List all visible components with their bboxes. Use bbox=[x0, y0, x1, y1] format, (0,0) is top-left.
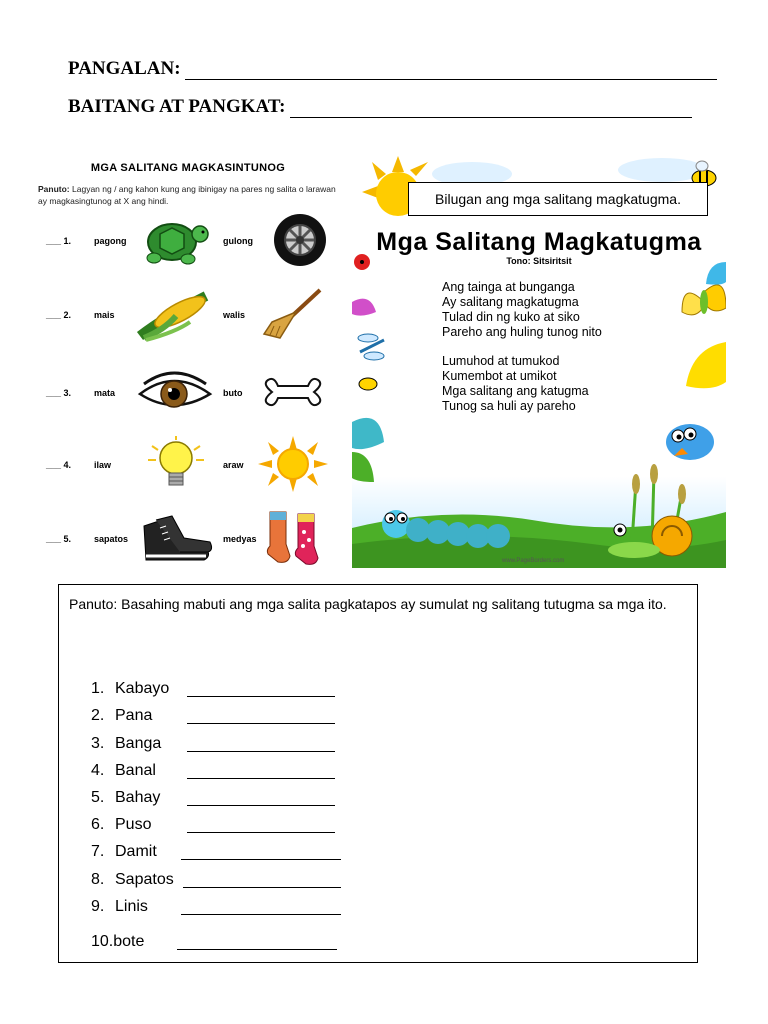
answer-blank[interactable] bbox=[187, 805, 335, 806]
item-number: 5. bbox=[91, 789, 105, 806]
poster-tune: Tono: Sitsiritsit bbox=[506, 256, 572, 266]
item-number: 6. bbox=[91, 816, 105, 833]
exercise-item bbox=[91, 762, 156, 784]
pair-word-right: araw bbox=[223, 460, 244, 470]
pair-row bbox=[38, 362, 338, 422]
item-number: 1. bbox=[91, 680, 105, 697]
pair-word-left: mata bbox=[94, 388, 116, 398]
poster-credit: www.PageBorders.com bbox=[502, 558, 565, 564]
exercise-item bbox=[91, 816, 151, 838]
item-word: Sapatos bbox=[115, 871, 174, 888]
pair-row bbox=[38, 284, 338, 344]
verse-line[interactable]: Pareho ang huling tunog nito bbox=[442, 325, 602, 339]
name-field[interactable] bbox=[185, 79, 717, 80]
pair-word-left: pagong bbox=[94, 236, 127, 246]
grade-label: BAITANG AT PANGKAT: bbox=[68, 96, 286, 117]
item-number: 8. bbox=[91, 871, 105, 888]
pair-word-right: medyas bbox=[223, 534, 257, 544]
bulb-icon bbox=[136, 436, 214, 492]
answer-blank[interactable] bbox=[183, 887, 341, 888]
exercise-item bbox=[91, 933, 144, 955]
instr-label: Panuto: bbox=[38, 184, 70, 194]
poster-title: Mga Salitang Magkatugma bbox=[376, 228, 702, 256]
verse-line[interactable]: Tulad din ng kuko at siko bbox=[442, 310, 580, 324]
instr-text: Lagyan ng / ang kahon kung ang ibinigay na pares ng salita o larawan ay magkasingtunog at X ang hindi. bbox=[38, 184, 336, 206]
bone-icon bbox=[258, 364, 328, 420]
exercise-instructions: Panuto: Basahing mabuti ang mga salita pagkatapos ay sumulat ng salitang tutugma sa mga ito. bbox=[69, 596, 667, 612]
item-number: 7. bbox=[91, 843, 105, 860]
pair-answer-blank[interactable]: ___ 5. bbox=[46, 534, 72, 544]
item-word: Bahay bbox=[115, 789, 161, 806]
pair-word-left: ilaw bbox=[94, 460, 112, 470]
answer-blank[interactable] bbox=[187, 723, 335, 724]
circle-instruction: Bilugan ang mga salitang magkatugma. bbox=[408, 182, 708, 216]
item-number: 9. bbox=[91, 898, 105, 915]
verse-line[interactable]: Kumembot at umikot bbox=[442, 369, 557, 383]
pair-word-right: buto bbox=[223, 388, 243, 398]
name-row bbox=[68, 58, 717, 80]
verse-line[interactable]: Ang tainga at bunganga bbox=[442, 280, 575, 294]
item-word: Banal bbox=[115, 762, 156, 779]
bird-decoration bbox=[666, 424, 714, 460]
item-word: Puso bbox=[115, 816, 152, 833]
pair-answer-blank[interactable]: ___ 1. bbox=[46, 236, 72, 246]
verse-line[interactable]: Tunog sa huli ay pareho bbox=[442, 399, 576, 413]
eye-icon bbox=[136, 364, 214, 420]
pair-word-right: walis bbox=[223, 310, 246, 320]
name-label: PANGALAN: bbox=[68, 58, 181, 79]
answer-blank[interactable] bbox=[187, 832, 335, 833]
sun-icon bbox=[258, 436, 328, 492]
worksheet-title: MGA SALITANG MAGKASINTUNOG bbox=[90, 162, 286, 174]
pair-row bbox=[38, 434, 338, 494]
grade-row bbox=[68, 96, 692, 118]
item-number: 10. bbox=[91, 933, 114, 950]
pair-row bbox=[38, 508, 338, 568]
answer-blank[interactable] bbox=[181, 914, 341, 915]
pair-word-left: sapatos bbox=[94, 534, 129, 544]
exercise-item bbox=[91, 898, 148, 920]
exercise-item bbox=[91, 871, 174, 893]
rhyme-poster bbox=[352, 152, 726, 568]
pair-answer-blank[interactable]: ___ 2. bbox=[46, 310, 72, 320]
answer-blank[interactable] bbox=[187, 751, 335, 752]
verse-2 bbox=[442, 354, 589, 414]
exercise-box bbox=[58, 584, 698, 963]
exercise-item bbox=[91, 843, 157, 865]
pair-word-right: gulong bbox=[223, 236, 253, 246]
corn-icon bbox=[136, 286, 214, 342]
pair-row bbox=[38, 210, 338, 270]
answer-blank[interactable] bbox=[181, 859, 341, 860]
verse-1 bbox=[442, 280, 602, 340]
grade-field[interactable] bbox=[290, 117, 692, 118]
turtle-icon bbox=[136, 212, 214, 268]
item-number: 4. bbox=[91, 762, 105, 779]
socks-icon bbox=[258, 510, 328, 566]
verse-line[interactable]: Ay salitang magkatugma bbox=[442, 295, 579, 309]
item-word: Banga bbox=[115, 735, 162, 752]
tire-icon bbox=[258, 212, 328, 268]
exercise-item bbox=[91, 735, 161, 757]
shoes-icon bbox=[136, 510, 214, 566]
rhyme-pairs-worksheet bbox=[38, 152, 338, 572]
answer-blank[interactable] bbox=[187, 778, 335, 779]
exercise-item bbox=[91, 707, 152, 729]
verse-line[interactable]: Lumuhod at tumukod bbox=[442, 354, 560, 368]
answer-blank[interactable] bbox=[187, 696, 335, 697]
item-word: Kabayo bbox=[115, 680, 170, 697]
verse-line[interactable]: Mga salitang ang katugma bbox=[442, 384, 589, 398]
item-word: Damit bbox=[115, 843, 157, 860]
item-word: bote bbox=[113, 933, 145, 950]
broom-icon bbox=[258, 286, 328, 342]
answer-blank[interactable] bbox=[177, 949, 337, 950]
pair-answer-blank[interactable]: ___ 3. bbox=[46, 388, 72, 398]
item-word: Linis bbox=[115, 898, 148, 915]
item-number: 2. bbox=[91, 707, 105, 724]
butterfly-decoration bbox=[682, 285, 726, 315]
item-number: 3. bbox=[91, 735, 105, 752]
exercise-item bbox=[91, 680, 169, 702]
pair-answer-blank[interactable]: ___ 4. bbox=[46, 460, 72, 470]
item-word: Pana bbox=[115, 707, 153, 724]
exercise-item bbox=[91, 789, 160, 811]
worksheet-instructions bbox=[38, 183, 338, 207]
pair-word-left: mais bbox=[94, 310, 115, 320]
